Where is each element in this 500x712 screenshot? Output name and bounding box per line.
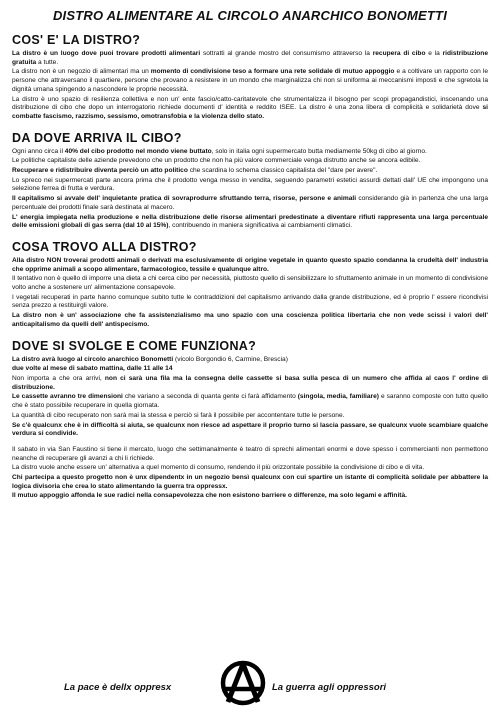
text-run: , solo in italia ogni supermercato butta mediamente 50kg di cibo al giorno. <box>211 147 427 155</box>
text-run: Le politiche capitaliste delle aziende prevedono che un prodotto che non ha più valore commerciale venga distrutto anche se ancora edibile. <box>12 157 421 165</box>
circle-a-anarchy-icon <box>220 660 266 706</box>
section <box>12 131 488 231</box>
paragraph <box>12 96 488 122</box>
bold-text: L' energia impiegata nella produzione e nella distribuzione delle risorse alimentari predestinate a diventare rifiuti rappresenta una larga percentuale delle emissioni globali di gas serra (dal 10 al 15%) <box>12 213 488 230</box>
bold-text: 40% del cibo prodotto nel mondo viene buttato <box>64 147 212 155</box>
paragraph <box>12 294 488 311</box>
slogan-right: La guerra agli oppressori <box>272 682 387 693</box>
bold-text: si combatte fascismo, razzismo, sessismo, omotransfobia e la violenza dello stato. <box>12 104 488 120</box>
page-title: DISTRO ALIMENTARE AL CIRCOLO ANARCHICO BONOMETTI <box>52 8 448 23</box>
text-run: e saranno composte con tutto quello che è stato possibile recuperare in quella giornata. <box>12 393 488 410</box>
paragraph <box>12 422 488 439</box>
text-run: e a coltivare un rapporto con le persone che attraversano il quartiere, persone che provano a resistere in un mondo che marginalizza chi non si uniforma ai meccanismi imposti e che sgretola la dignità umana spingendo a nascondere le proprie necessità. <box>12 68 488 93</box>
paragraph <box>12 148 488 157</box>
paragraph <box>12 492 488 501</box>
paragraph <box>12 257 488 274</box>
text-run: , contribuendo in maniera significativa ai cambiamenti climatici. <box>168 222 353 230</box>
section-heading: COSA TROVO ALLA DISTRO? <box>12 239 197 254</box>
bold-text: La distro avrà luogo al circolo anarchico Bonometti <box>12 355 174 363</box>
paragraph <box>12 167 488 176</box>
text-run: sottratti al grande mostro del consumismo attraverso la <box>200 50 373 57</box>
text-run: considerando già in partenza che una larga percentuale dei prodotti finale sarà destinata al macero. <box>12 195 488 211</box>
paragraph <box>12 275 488 292</box>
text-run: Il sabato in via San Faustino si tiene il mercato, luogo che settimanalmente è teatro di sprechi alimentari enormi e dove spesso i commercianti non permettono neanche di recuperare gli avanzi a chi li richiede. <box>12 445 488 462</box>
text-run: e la <box>425 50 443 57</box>
bold-text: Il mutuo appoggio affonda le sue radici nella consapevolezza che non esistono barriere o differenze, ma solo legami e affinità. <box>12 492 407 500</box>
paragraph <box>12 446 488 463</box>
section-heading: DA DOVE ARRIVA IL CIBO? <box>12 130 182 145</box>
bold-text: La distro è un luogo dove puoi trovare prodotti alimentari <box>12 50 201 57</box>
paragraph <box>12 356 488 365</box>
bold-text: La distro non è un' associazione che fa assistenzialismo ma uno spazio con una coscienza politica libertaria che non vede scissi i valori dell' anticapitalismo da quelli dell' antispecismo. <box>12 312 488 328</box>
sections-container <box>12 33 488 501</box>
paragraph <box>12 214 488 231</box>
text-run: (vicolo Borgondio 6, Carmine, Brescia) <box>173 355 288 363</box>
bold-text: (singola, media, familiare) <box>297 393 379 401</box>
section <box>12 33 488 122</box>
paragraph <box>12 50 488 67</box>
text-run: a tutte. <box>36 58 59 66</box>
section <box>12 339 488 502</box>
paragraph <box>12 393 488 410</box>
paragraph <box>12 312 488 329</box>
bold-text: Recuperare e ridistribuire diventa perciò un atto politico <box>12 167 188 175</box>
text-run: Lo spreco nei supermercati parte ancora prima che il prodotto venga messo in vendita, seguendo parametri estetici assurdi dettati dall' UE che impongono una selezione ferrea di frutta e verdura. <box>12 176 488 193</box>
text-run: La distro non è un negozio di alimentari ma un <box>12 68 151 76</box>
paragraph <box>12 375 488 392</box>
bold-text: Il capitalismo si avvale dell' inquietante pratica di sovraprodurre sfruttando terra, risorse, persone e animali <box>12 195 357 203</box>
paragraph <box>12 365 488 374</box>
paragraph <box>12 68 488 94</box>
paragraph <box>12 157 488 166</box>
section-heading: COS' E' LA DISTRO? <box>12 33 141 47</box>
bold-text: Chi partecipa a questo progetto non è unx dipendentx in un negozio bensì qualcunx con cui spartire un istante di complicità solidale per abbattere la logica divisoria che crea lo stato alimentando la guerra tra oppressx. <box>12 474 488 490</box>
bold-text: Le cassette avranno tre dimensioni <box>12 393 123 401</box>
text-run: che variano a seconda di quanta gente ci farà affidamento <box>122 393 298 401</box>
text-run: La quantità di cibo recuperato non sarà mai la stessa e perciò si farà il possibile per accontentare tutte le persone. <box>12 411 345 419</box>
bold-text: Se c'è qualcunx che è in difficoltà si aiuta, se qualcunx non riesce ad aspettare il proprio turno si lascia passare, se qualcunx vuole scambiare qualche verdura si condivide. <box>12 421 488 438</box>
bold-text: due volte al mese di sabato mattina, dalle 11 alle 14 <box>12 365 173 373</box>
section <box>12 240 488 330</box>
text-run: I vegetali recuperati in parte hanno comunque subito tutte le contraddizioni del capitalismo arrivando dalla grande distribuzione, ed è proprio l' essere ricondivisi senza prezzo a restituirgli valore. <box>12 293 488 310</box>
text-run: La distro vuole anche essere un' alternativa a quel momento di consumo, rendendo il più orizzontale possibile la condivisione di cibo e di vita. <box>12 464 425 472</box>
bold-text: recupera di cibo <box>372 50 426 57</box>
slogan-left: La pace è dellx oppresx <box>64 682 172 693</box>
bold-text: non ci sarà una fila ma la consegna delle cassette si basa sulla pesca di un numero che affida al caos l' ordine di distribuzione. <box>12 374 488 391</box>
paragraph <box>12 440 488 445</box>
text-run: che scardina lo schema classico capitalista del "dare per avere". <box>187 167 378 175</box>
paragraph <box>12 464 488 473</box>
paragraph <box>12 195 488 212</box>
text-run: Ogni anno circa il <box>12 147 65 155</box>
paragraph <box>12 474 488 491</box>
paragraph <box>12 177 488 194</box>
paragraph <box>12 412 488 421</box>
bold-text: ridistribuzione gratuita <box>12 50 489 66</box>
text-run: La distro è uno spazio di resilienza collettiva e non un' ente fascio/catto-caritatevole che strumentalizza il bisogno per scopi propagandistici, inscenando una distribuzione di cibo che dopo un interrogatorio richiede documenti d' identità e reddito ISEE. La distro è una zona libera di complicità e solidarietà dove <box>12 95 488 112</box>
footer <box>0 652 500 712</box>
section-heading: DOVE SI SVOLGE E COME FUNZIONA? <box>12 338 257 353</box>
bold-text: momento di condivisione teso a formare una rete solidale di mutuo appoggio <box>150 68 395 76</box>
text-run: Non importa a che ora arrivi, <box>12 374 105 382</box>
text-run: Il tentativo non è quello di imporre una dieta a chi cerca cibo per necessità, piuttosto quello di sensibilizzare lo sfruttamento animale in un momento di condivisione volto anche a sostenere un' alimentazione consapevole. <box>12 275 488 292</box>
bold-text: Alla distro NON troverai prodotti animali o derivati ma esclusivamente di origine vegetale in quanto questo spazio condanna la crudeltà dell' industria che opprime animali a scopo alimentare, farmacologico, tessile e qualunque altro. <box>12 256 488 273</box>
